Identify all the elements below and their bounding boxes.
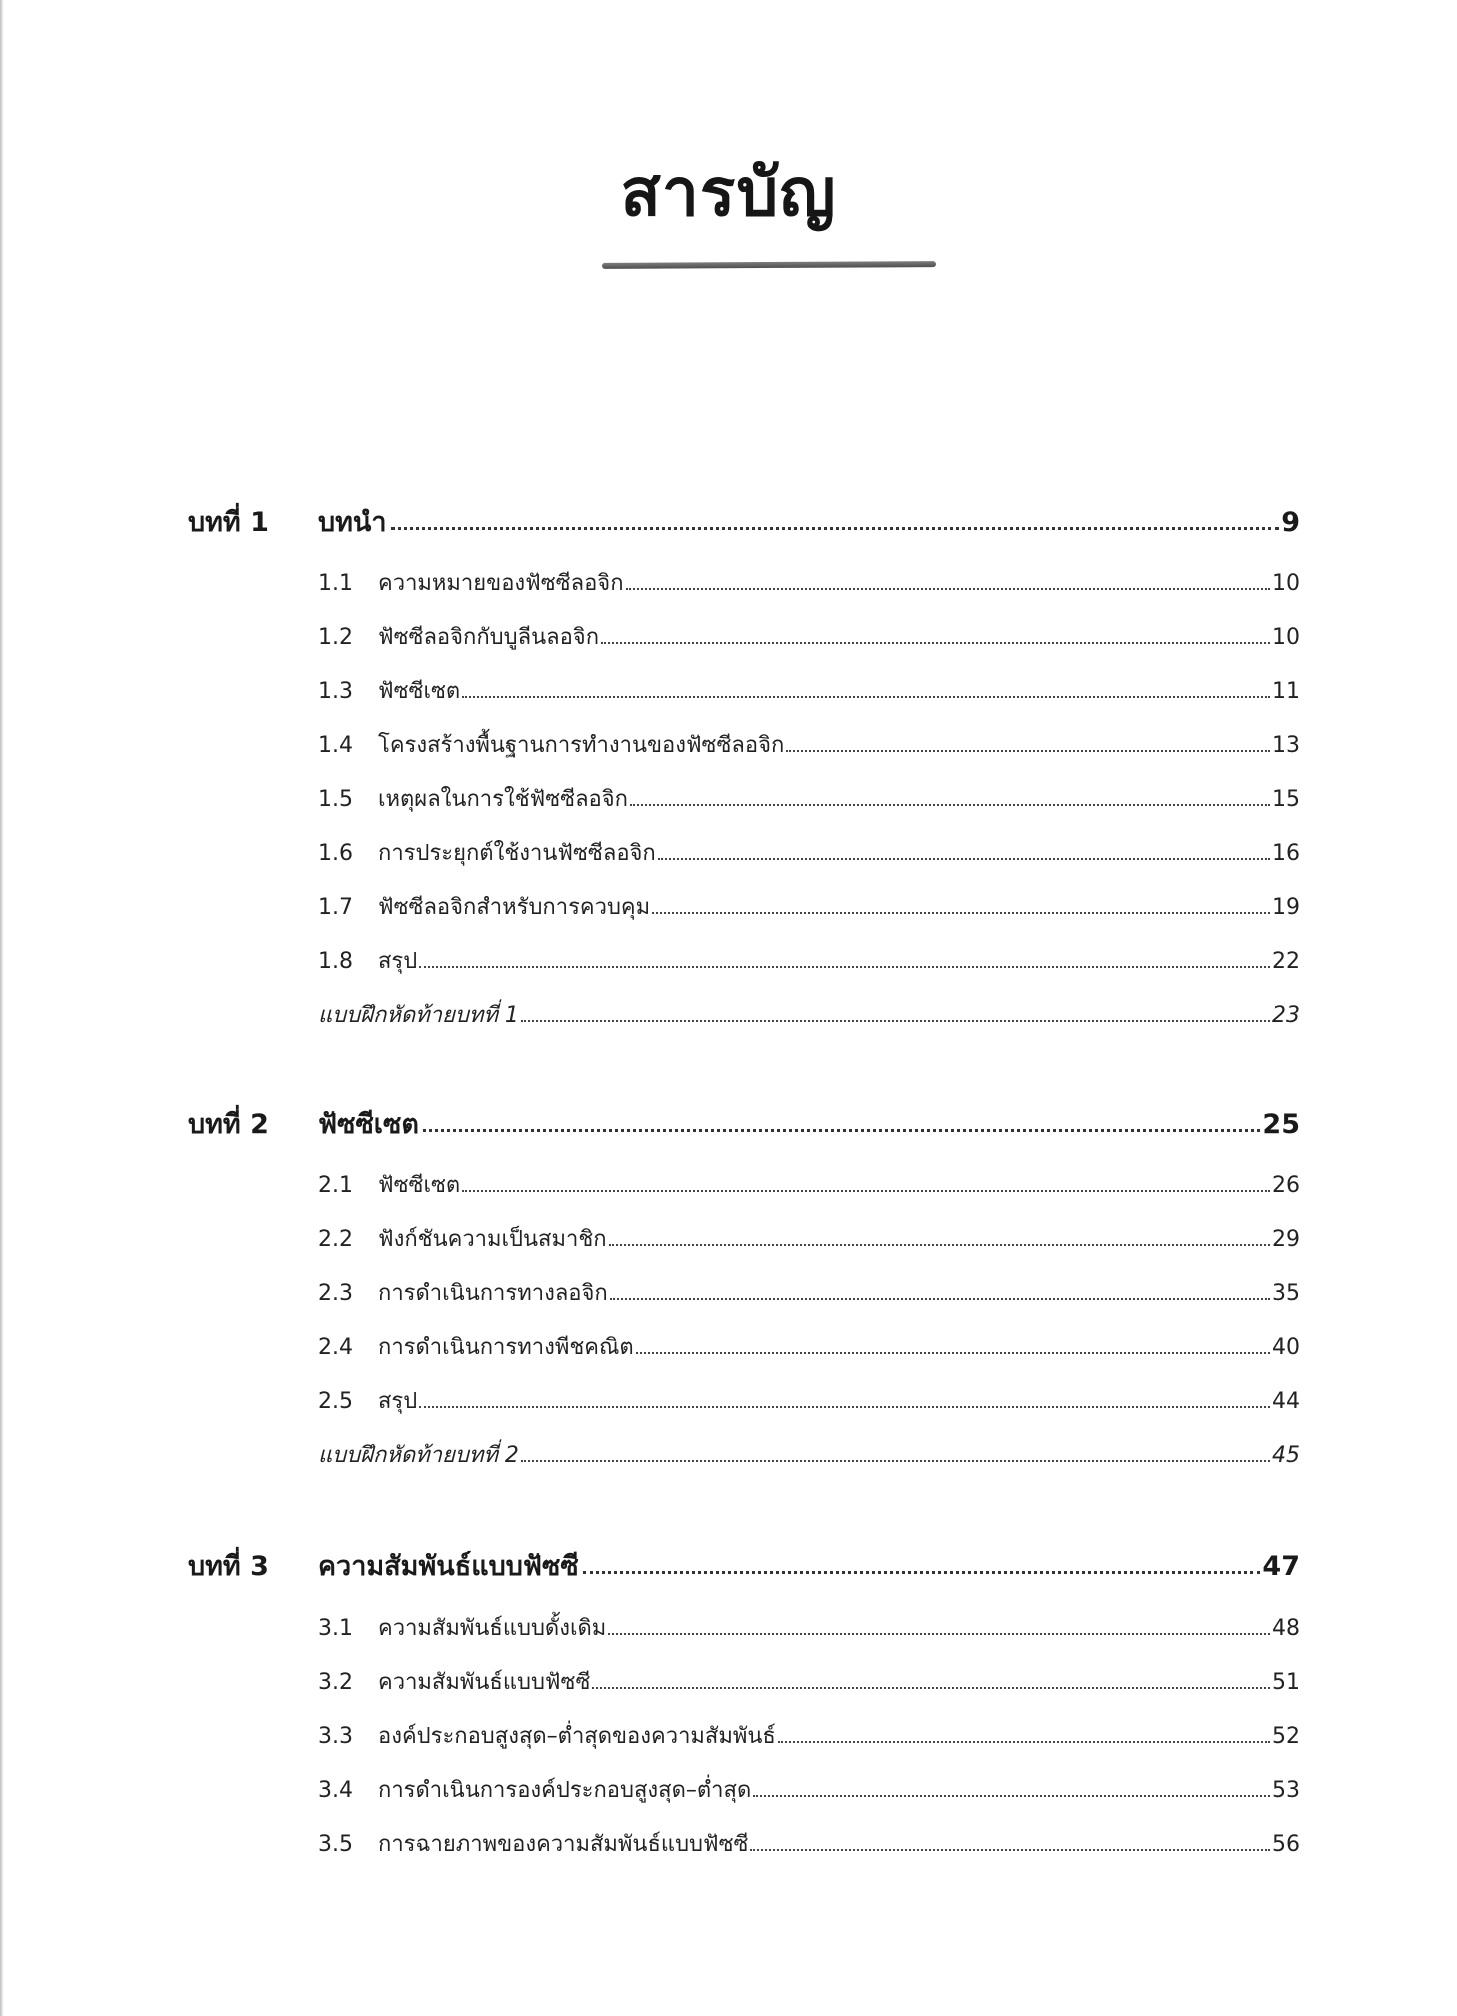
dot-leader — [462, 696, 1270, 698]
section-title: การดำเนินการองค์ประกอบสูงสุด–ต่ำสุด — [378, 1778, 752, 1803]
dot-leader — [652, 912, 1270, 914]
toc-section[interactable] — [318, 1211, 1300, 1251]
dot-leader — [462, 1190, 1270, 1192]
dot-leader — [778, 1741, 1270, 1743]
section-number: 3.4 — [318, 1778, 353, 1803]
chapter-number: บทที่ 2 — [188, 1109, 269, 1140]
section-page: 13 — [1272, 733, 1300, 758]
page-edge — [0, 0, 3, 2016]
dot-leader — [658, 858, 1270, 860]
section-number: 1.5 — [318, 787, 353, 812]
dot-leader — [636, 1352, 1270, 1354]
section-number: 2.2 — [318, 1227, 353, 1252]
section-title: ฟัซซีลอจิกสำหรับการควบคุม — [378, 895, 651, 920]
title-block — [0, 154, 1457, 231]
toc-chapter-1[interactable] — [188, 488, 1300, 536]
section-number: 3.1 — [318, 1616, 353, 1641]
toc-section[interactable] — [318, 1600, 1300, 1640]
toc-section[interactable] — [318, 1762, 1300, 1802]
section-page: 22 — [1272, 949, 1300, 974]
section-page: 56 — [1272, 1832, 1300, 1857]
dot-leader — [419, 1406, 1270, 1408]
dot-leader — [423, 1129, 1261, 1132]
toc-section[interactable] — [318, 1319, 1300, 1359]
dot-leader — [609, 1244, 1270, 1246]
section-number: 1.3 — [318, 679, 353, 704]
section-number: 2.1 — [318, 1173, 353, 1198]
page-title: สารบัญ — [620, 154, 837, 231]
section-title: ความสัมพันธ์แบบดั้งเดิม — [378, 1616, 607, 1641]
section-number: 3.2 — [318, 1670, 353, 1695]
section-title: การดำเนินการทางลอจิก — [378, 1281, 608, 1306]
chapter-page: 9 — [1281, 507, 1300, 538]
section-title: ความหมายของฟัซซีลอจิก — [378, 571, 624, 596]
toc-exercise[interactable] — [318, 987, 1300, 1027]
section-number: 1.8 — [318, 949, 353, 974]
dot-leader — [610, 1298, 1270, 1300]
chapter-number: บทที่ 1 — [188, 507, 269, 538]
section-title: สรุป — [378, 1389, 418, 1414]
chapter-title: ฟัซซีเซต — [318, 1109, 419, 1140]
section-title: ฟังก์ชันความเป็นสมาชิก — [378, 1227, 607, 1252]
toc-section[interactable] — [318, 1708, 1300, 1748]
dot-leader — [391, 527, 1280, 530]
section-page: 26 — [1272, 1173, 1300, 1198]
section-page: 29 — [1272, 1227, 1300, 1252]
dot-leader — [626, 588, 1270, 590]
section-number: 1.7 — [318, 895, 353, 920]
section-title: สรุป — [378, 949, 418, 974]
chapter-number: บทที่ 3 — [188, 1551, 269, 1582]
dot-leader — [753, 1795, 1270, 1797]
section-title: โครงสร้างพื้นฐานการทำงานของฟัซซีลอจิก — [378, 733, 785, 758]
dot-leader — [592, 1687, 1270, 1689]
toc-section[interactable] — [318, 663, 1300, 703]
section-title: ฟัซซีลอจิกกับบูลีนลอจิก — [378, 625, 600, 650]
section-page: 52 — [1272, 1724, 1300, 1749]
dot-leader — [521, 1460, 1270, 1462]
toc-section[interactable] — [318, 825, 1300, 865]
chapter-page: 47 — [1262, 1551, 1300, 1582]
exercise-page: 45 — [1272, 1443, 1300, 1468]
section-number: 3.5 — [318, 1832, 353, 1857]
section-page: 16 — [1272, 841, 1300, 866]
toc-chapter-3[interactable] — [188, 1532, 1300, 1580]
section-number: 2.4 — [318, 1335, 353, 1360]
section-number: 1.2 — [318, 625, 353, 650]
dot-leader — [583, 1571, 1261, 1574]
toc-section[interactable] — [318, 717, 1300, 757]
section-page: 40 — [1272, 1335, 1300, 1360]
section-title: เหตุผลในการใช้ฟัซซีลอจิก — [378, 787, 628, 812]
section-page: 35 — [1272, 1281, 1300, 1306]
section-number: 3.3 — [318, 1724, 353, 1749]
section-number: 1.6 — [318, 841, 353, 866]
section-number: 2.3 — [318, 1281, 353, 1306]
toc-section[interactable] — [318, 771, 1300, 811]
section-title: ฟัซซีเซต — [378, 1173, 461, 1198]
toc-section[interactable] — [318, 879, 1300, 919]
section-title: องค์ประกอบสูงสุด–ต่ำสุดของความสัมพันธ์ — [378, 1724, 776, 1749]
exercise-title: แบบฝึกหัดท้ายบทที่ 2 — [318, 1443, 519, 1468]
section-number: 1.1 — [318, 571, 353, 596]
section-title: การประยุกต์ใช้งานฟัซซีลอจิก — [378, 841, 656, 866]
toc-section[interactable] — [318, 555, 1300, 595]
toc-chapter-2[interactable] — [188, 1090, 1300, 1138]
section-page: 48 — [1272, 1616, 1300, 1641]
section-title: ความสัมพันธ์แบบฟัซซี — [378, 1670, 591, 1695]
dot-leader — [750, 1849, 1270, 1851]
toc-section[interactable] — [318, 933, 1300, 973]
section-page: 51 — [1272, 1670, 1300, 1695]
chapter-title: ความสัมพันธ์แบบฟัซซี — [318, 1551, 579, 1582]
section-page: 44 — [1272, 1389, 1300, 1414]
section-page: 19 — [1272, 895, 1300, 920]
toc-section[interactable] — [318, 1265, 1300, 1305]
section-number: 1.4 — [318, 733, 353, 758]
title-underline — [602, 261, 936, 269]
exercise-title: แบบฝึกหัดท้ายบทที่ 1 — [318, 1003, 519, 1028]
toc-section[interactable] — [318, 1654, 1300, 1694]
toc-section[interactable] — [318, 609, 1300, 649]
section-page: 11 — [1272, 679, 1300, 704]
exercise-page: 23 — [1272, 1003, 1300, 1028]
dot-leader — [419, 966, 1270, 968]
section-title: การฉายภาพของความสัมพันธ์แบบฟัซซี — [378, 1832, 749, 1857]
toc-exercise[interactable] — [318, 1427, 1300, 1467]
toc-section[interactable] — [318, 1816, 1300, 1856]
dot-leader — [521, 1020, 1270, 1022]
section-number: 2.5 — [318, 1389, 353, 1414]
toc-section[interactable] — [318, 1373, 1300, 1413]
section-page: 53 — [1272, 1778, 1300, 1803]
section-title: ฟัซซีเซต — [378, 679, 461, 704]
section-title: การดำเนินการทางพีชคณิต — [378, 1335, 634, 1360]
section-page: 15 — [1272, 787, 1300, 812]
toc-section[interactable] — [318, 1157, 1300, 1197]
chapter-page: 25 — [1262, 1109, 1300, 1140]
section-page: 10 — [1272, 571, 1300, 596]
dot-leader — [630, 804, 1270, 806]
dot-leader — [786, 750, 1270, 752]
dot-leader — [601, 642, 1270, 644]
dot-leader — [608, 1633, 1270, 1635]
chapter-title: บทนำ — [318, 507, 387, 538]
section-page: 10 — [1272, 625, 1300, 650]
